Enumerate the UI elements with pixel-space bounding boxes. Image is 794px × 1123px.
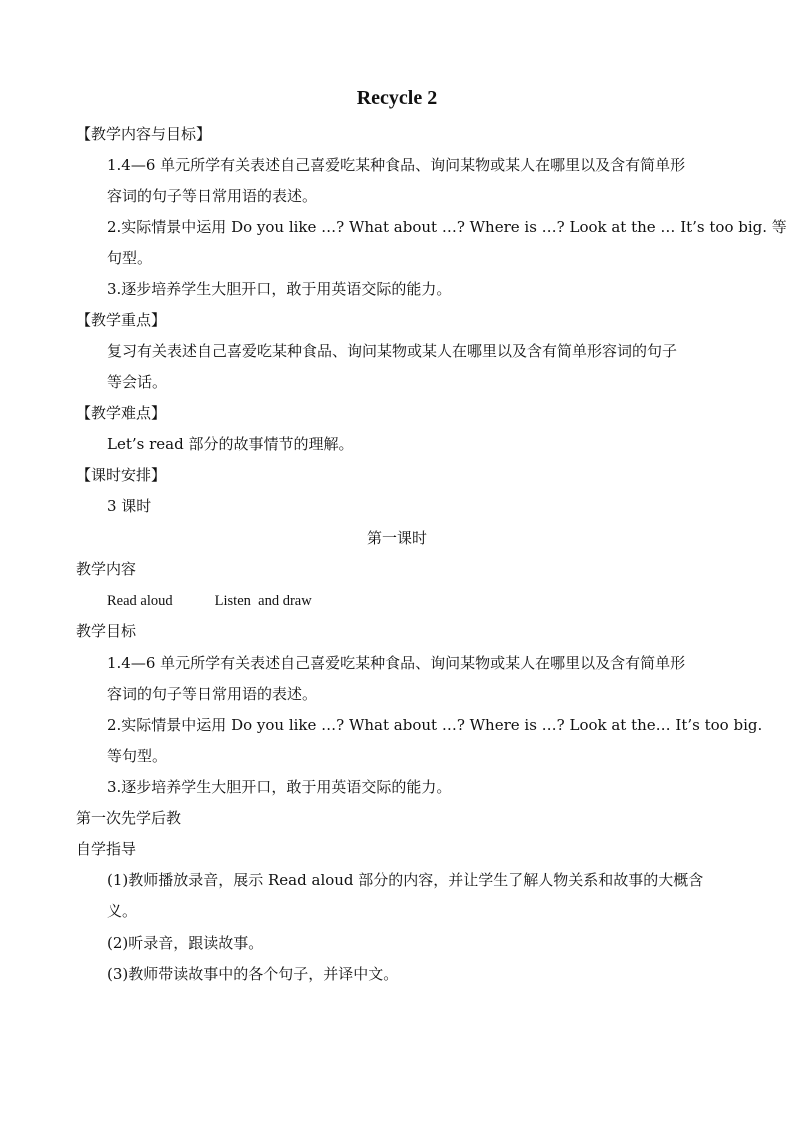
guide-line: (1)教师播放录音，展示 Read aloud 部分的内容，并让学生了解人物关系和故事的大概含	[107, 871, 704, 889]
section-heading-schedule: 【课时安排】	[76, 466, 167, 484]
document-title: Recycle 2	[356, 87, 438, 109]
guide-line: (3)教师带读故事中的各个句子，并译中文。	[107, 965, 399, 983]
objective-line: 1.4—6 单元所学有关表述自己喜爱吃某种食品、询问某物或某人在哪里以及含有简单形	[107, 654, 686, 672]
lesson-heading: 第一课时	[366, 529, 427, 547]
schedule-line: 3 课时	[107, 497, 152, 515]
section-heading-goals: 【教学内容与目标】	[76, 125, 212, 143]
goal-line: 1.4—6 单元所学有关表述自己喜爱吃某种食品、询问某物或某人在哪里以及含有简单形	[107, 156, 686, 174]
goal-line: 容词的句子等日常用语的表述。	[107, 187, 318, 205]
guide-label: 自学指导	[76, 840, 137, 858]
guide-line: (2)听录音，跟读故事。	[107, 934, 264, 952]
content-items	[107, 590, 312, 612]
objective-line: 3.逐步培养学生大胆开口，敢于用英语交际的能力。	[107, 778, 452, 796]
objective-label: 教学目标	[76, 622, 137, 640]
key-point-line: 复习有关表述自己喜爱吃某种食品、询问某物或某人在哪里以及含有简单形容词的句子	[107, 342, 678, 360]
goal-line: 句型。	[107, 249, 153, 267]
objective-line: 容词的句子等日常用语的表述。	[107, 685, 318, 703]
difficulty-line: Let’s read 部分的故事情节的理解。	[107, 435, 354, 453]
objective-line: 等句型。	[107, 747, 168, 765]
goal-line: 2.实际情景中运用 Do you like …? What about …? Where is …? Look at the … It’s too big. 等	[107, 218, 787, 236]
guide-line: 义。	[107, 902, 138, 920]
content-label: 教学内容	[76, 560, 137, 578]
first-round-label: 第一次先学后教	[76, 809, 182, 827]
section-heading-difficulties: 【教学难点】	[76, 404, 167, 422]
key-point-line: 等会话。	[107, 373, 168, 391]
content-item: Listen and draw	[214, 593, 312, 609]
section-heading-key-points: 【教学重点】	[76, 311, 167, 329]
content-item: Read aloud	[107, 593, 173, 609]
goal-line: 3.逐步培养学生大胆开口，敢于用英语交际的能力。	[107, 280, 452, 298]
objective-line: 2.实际情景中运用 Do you like …? What about …? Where is …? Look at the… It’s too big.	[107, 716, 763, 734]
